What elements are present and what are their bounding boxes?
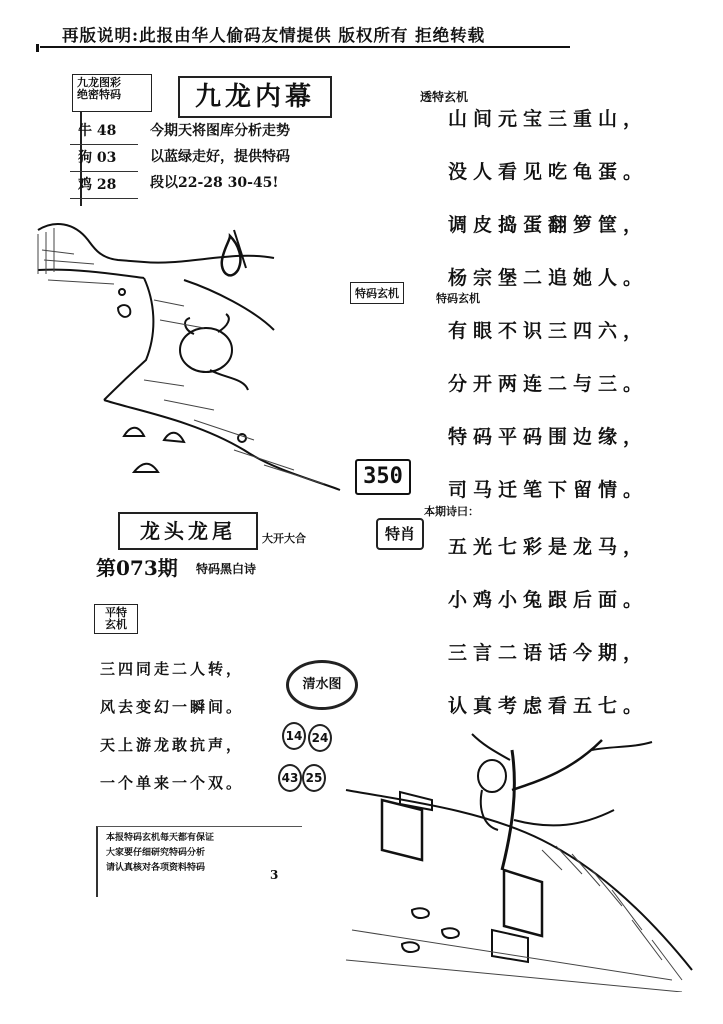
note-line: 请认真核对各项资料特码 xyxy=(106,863,206,873)
poem-bottom xyxy=(448,532,648,744)
zodiac-number: 48 xyxy=(96,123,117,139)
zodiac-row xyxy=(70,172,138,199)
te-stamp: 特肖 xyxy=(376,518,424,550)
hillside-rabbit-illustration xyxy=(34,210,346,495)
issue-tail: 特码黑白诗 xyxy=(196,562,257,576)
poem-line: 有眼不识三四六， xyxy=(448,320,649,342)
zodiac-number: 03 xyxy=(96,150,117,166)
mid-poem-label: 特码玄机 xyxy=(436,292,480,305)
poem-left xyxy=(100,658,244,810)
handwritten-note-box xyxy=(96,826,302,897)
intro-text xyxy=(150,118,350,196)
poem-line: 天上游龙敢抗声， xyxy=(100,736,245,754)
left-poem-stamp: 平特 玄机 xyxy=(94,604,138,634)
zodiac-number: 28 xyxy=(96,177,117,193)
zodiac-animal: 牛 xyxy=(78,123,92,139)
bottom-poem-label: 本期诗曰： xyxy=(424,505,479,518)
copyright-notice: 再版说明:此报由华人偷码友情提供 版权所有 拒绝转载 xyxy=(62,26,486,45)
note-line: 本报特码玄机每天都有保证 xyxy=(106,833,215,843)
poem-line: 三四同走二人转， xyxy=(100,660,245,678)
poem-line: 没人看见吃龟蛋。 xyxy=(448,161,649,183)
poem-line: 分开两连二与三。 xyxy=(448,373,649,395)
poem-line: 特码平码围边缘， xyxy=(448,426,649,448)
poem-top xyxy=(448,104,648,316)
title-stamp: 九龙内幕 xyxy=(178,76,332,118)
issue-number: 第073期 xyxy=(96,556,178,580)
circled-number: 14 xyxy=(282,722,306,750)
zodiac-table xyxy=(70,118,138,199)
poem-line: 一个单来一个双。 xyxy=(100,774,245,792)
issue-stamp: 龙头龙尾 xyxy=(118,512,258,550)
zodiac-animal: 鸡 xyxy=(78,177,92,193)
circled-number: 24 xyxy=(308,724,332,752)
poem-line: 司马迁笔下留情。 xyxy=(448,479,649,501)
note-tail-number: 3 xyxy=(270,868,279,882)
poem-line: 认真考虑看五七。 xyxy=(448,695,649,717)
notice-mark xyxy=(36,44,51,52)
number-badge: 350 xyxy=(355,459,411,495)
circled-number: 25 xyxy=(302,764,326,792)
qing-shui-stamp: 清水图 xyxy=(286,660,358,710)
intro-line: 以蓝绿走好，提供特码 xyxy=(150,149,290,165)
poem-line: 三言二语话今期， xyxy=(448,642,649,664)
notice-underline xyxy=(40,46,570,48)
zodiac-row xyxy=(70,118,138,145)
poem-line: 五光七彩是龙马， xyxy=(448,536,649,558)
circled-number: 43 xyxy=(278,764,302,792)
poem-line: 风去变幻一瞬间。 xyxy=(100,698,245,716)
poem-line: 杨宗堡二追她人。 xyxy=(448,267,649,289)
poem-line: 调皮捣蛋翻箩筐， xyxy=(448,214,649,236)
side-stamp: 特码玄机 xyxy=(350,282,404,304)
tree-monkey-illustration xyxy=(342,730,694,992)
poem-mid xyxy=(448,316,648,528)
poem-line: 山间元宝三重山， xyxy=(448,108,649,130)
top-poem-label: 透特玄机 xyxy=(420,90,469,104)
note-line: 大家要仔细研究特码分析 xyxy=(106,848,206,858)
intro-line: 段以22-28 30-45! xyxy=(150,175,279,191)
intro-line: 今期天将图库分析走势 xyxy=(150,123,290,139)
poem-line: 小鸡小兔跟后面。 xyxy=(448,589,649,611)
zodiac-animal: 狗 xyxy=(78,150,92,166)
zodiac-row xyxy=(70,145,138,172)
small-header-stamp: 九龙图彩 绝密特码 xyxy=(72,74,152,112)
issue-handwritten-note: 大开大合 xyxy=(262,532,306,545)
